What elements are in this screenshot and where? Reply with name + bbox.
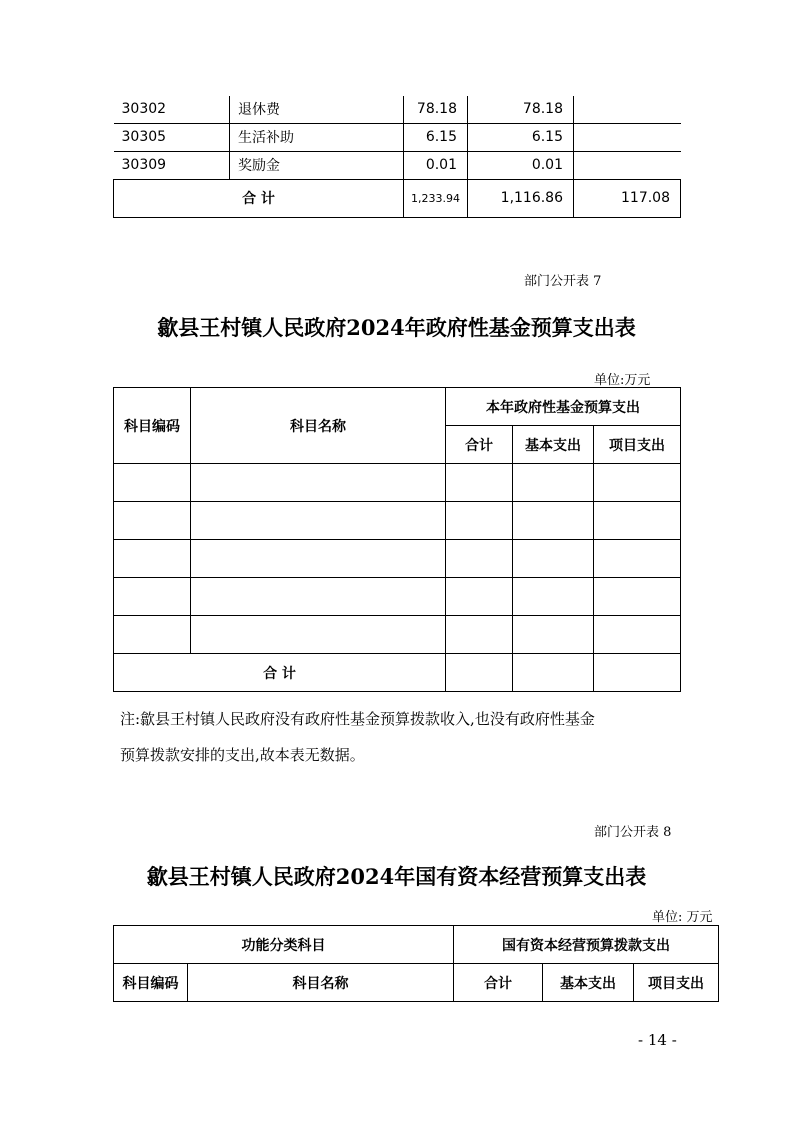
header-group: 本年政府性基金预算支出 — [446, 388, 681, 426]
account-name: 退休费 — [230, 96, 404, 123]
table-row — [114, 151, 681, 179]
table-row — [114, 578, 681, 616]
total-row — [114, 179, 681, 217]
header-project: 项目支出 — [634, 964, 719, 1002]
header-row — [114, 964, 719, 1002]
project-value — [574, 123, 681, 151]
header-code: 科目编码 — [114, 964, 188, 1002]
note-line-1: 注:歙县王村镇人民政府没有政府性基金预算拨款收入,也没有政府性基金 — [120, 710, 595, 728]
basic-value: 6.15 — [468, 123, 574, 151]
unit-label: 单位:万元 — [594, 373, 651, 388]
header-basic: 基本支出 — [513, 426, 594, 464]
header-name: 科目名称 — [188, 964, 454, 1002]
table-row — [114, 123, 681, 151]
table-row — [114, 96, 681, 123]
project-value: 117.08 — [574, 179, 681, 217]
header-code: 科目编码 — [114, 388, 191, 464]
header-row — [114, 926, 719, 964]
project-value — [574, 96, 681, 123]
total-label: 合 计 — [114, 179, 404, 217]
continued-expense-table — [113, 96, 681, 218]
page-title: 歙县王村镇人民政府2024年政府性基金预算支出表 — [157, 315, 636, 340]
page-title: 歙县王村镇人民政府2024年国有资本经营预算支出表 — [146, 864, 647, 889]
table-row — [114, 616, 681, 654]
header-basic: 基本支出 — [543, 964, 634, 1002]
basic-value: 78.18 — [468, 96, 574, 123]
basic-value: 1,116.86 — [468, 179, 574, 217]
account-code: 30305 — [114, 123, 230, 151]
account-code: 30309 — [114, 151, 230, 179]
header-row — [114, 388, 681, 426]
total-value: 0.01 — [404, 151, 468, 179]
total-value: 78.18 — [404, 96, 468, 123]
header-func: 功能分类科目 — [114, 926, 454, 964]
total-label: 合 计 — [114, 654, 446, 692]
table-tag: 部门公开表 7 — [524, 274, 602, 289]
state-capital-budget-table — [113, 925, 719, 1002]
header-project: 项目支出 — [594, 426, 681, 464]
project-value — [574, 151, 681, 179]
account-name: 生活补助 — [230, 123, 404, 151]
account-code: 30302 — [114, 96, 230, 123]
unit-label: 单位: 万元 — [652, 910, 713, 925]
header-total: 合计 — [454, 964, 543, 1002]
header-name: 科目名称 — [191, 388, 446, 464]
table-row — [114, 540, 681, 578]
header-group: 国有资本经营预算拨款支出 — [454, 926, 719, 964]
table-row — [114, 464, 681, 502]
total-row — [114, 654, 681, 692]
table-tag: 部门公开表 8 — [594, 825, 672, 840]
total-value: 6.15 — [404, 123, 468, 151]
fund-budget-table — [113, 387, 681, 692]
table-row — [114, 502, 681, 540]
page-number: - 14 - — [638, 1031, 677, 1049]
header-total: 合计 — [446, 426, 513, 464]
basic-value: 0.01 — [468, 151, 574, 179]
total-value: 1,233.94 — [404, 179, 468, 217]
note-line-2: 预算拨款安排的支出,故本表无数据。 — [120, 746, 365, 764]
account-name: 奖励金 — [230, 151, 404, 179]
